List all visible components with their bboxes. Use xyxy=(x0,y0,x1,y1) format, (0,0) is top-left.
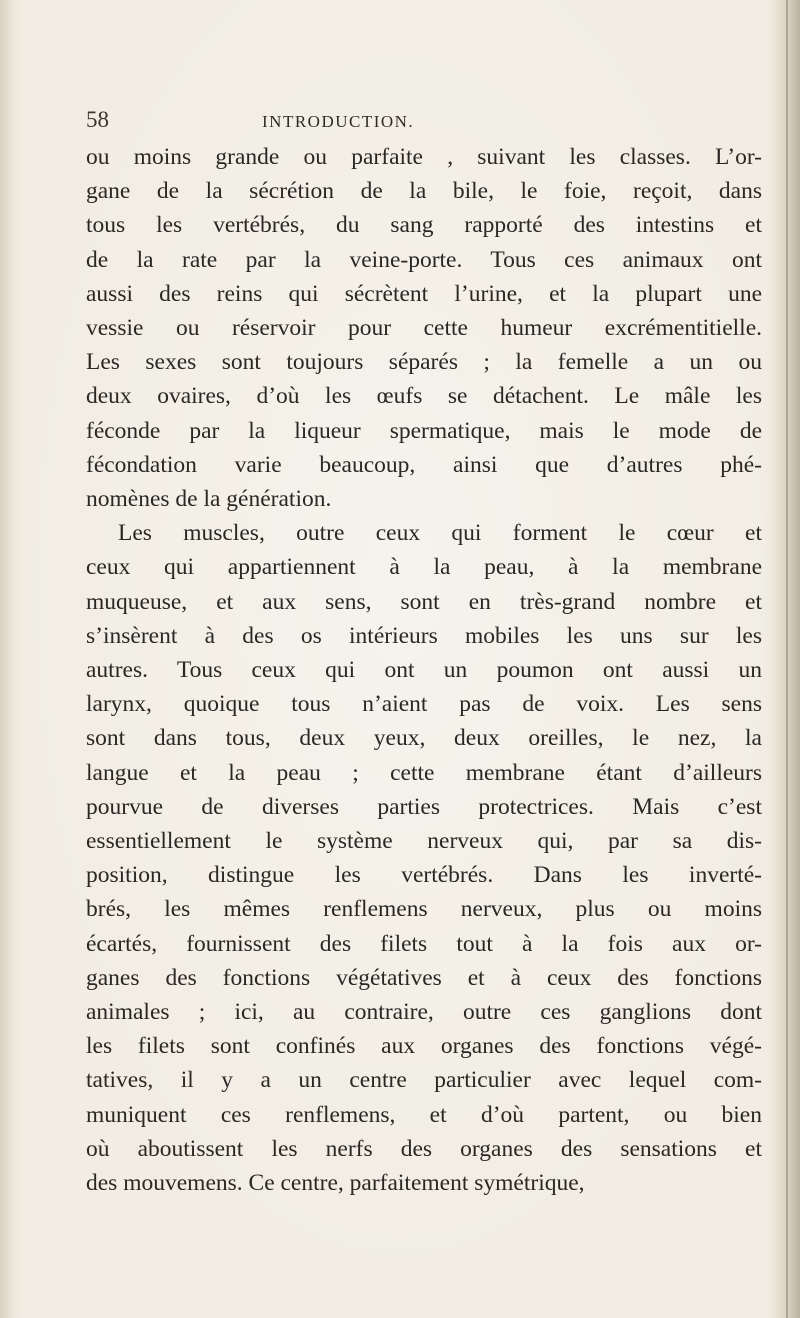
text-line: de la rate par la veine-porte. Tous ces animaux ont xyxy=(86,246,762,273)
page-gutter-left xyxy=(0,0,22,1318)
text-line: sont dans tous, deux yeux, deux oreilles, le nez, la xyxy=(86,725,762,752)
body-text xyxy=(86,140,762,1200)
text-line: écartés, fournissent des filets tout à la fois aux or- xyxy=(86,930,762,957)
text-line: ganes des fonctions végétatives et à ceux des fonctions xyxy=(86,964,762,991)
text-line: où aboutissent les nerfs des organes des sensations et xyxy=(86,1135,762,1162)
page-edge-line xyxy=(786,0,788,1318)
text-line: féconde par la liqueur spermatique, mais le mode de xyxy=(86,417,762,444)
text-line: ou moins grande ou parfaite , suivant les classes. L’or- xyxy=(86,144,762,170)
text-line: langue et la peau ; cette membrane étant d’ailleurs xyxy=(86,759,762,786)
page-number: 58 xyxy=(86,107,109,132)
text-line: tatives, il y a un centre particulier avec lequel com- xyxy=(86,1067,762,1094)
page-edge-right xyxy=(766,0,800,1318)
text-line: ceux qui appartiennent à la peau, à la membrane xyxy=(86,554,762,581)
text-line: les filets sont confinés aux organes des fonctions végé- xyxy=(86,1033,762,1060)
text-line: nomènes de la génération. xyxy=(86,486,332,513)
text-line: animales ; ici, au contraire, outre ces ganglions dont xyxy=(86,999,762,1026)
text-line: gane de la sécrétion de la bile, le foie, reçoit, dans xyxy=(86,178,762,205)
text-line: tous les vertébrés, du sang rapporté des intestins et xyxy=(86,212,762,239)
text-line: muqueuse, et aux sens, sont en très-grand nombre et xyxy=(86,588,762,615)
text-line: fécondation varie beaucoup, ainsi que d’autres phé- xyxy=(86,451,762,478)
text-line: position, distingue les vertébrés. Dans les inverté- xyxy=(86,862,762,889)
text-line: des mouvemens. Ce centre, parfaitement symétrique, xyxy=(86,1170,585,1197)
text-line: larynx, quoique tous n’aient pas de voix. Les sens xyxy=(86,691,762,718)
text-line: s’insèrent à des os intérieurs mobiles les uns sur les xyxy=(86,622,762,649)
text-line: Les muscles, outre ceux qui forment le cœur et xyxy=(118,520,762,547)
text-line: essentiellement le système nerveux qui, par sa dis- xyxy=(86,828,762,855)
text-line: aussi des reins qui sécrètent l’urine, et la plupart une xyxy=(86,280,762,307)
text-line: deux ovaires, d’où les œufs se détachent. Le mâle les xyxy=(86,383,762,410)
text-line: brés, les mêmes renflemens nerveux, plus ou moins xyxy=(86,896,762,923)
text-line: muniquent ces renflemens, et d’où partent, ou bien xyxy=(86,1101,762,1128)
text-line: autres. Tous ceux qui ont un poumon ont aussi un xyxy=(86,657,762,684)
text-line: vessie ou réservoir pour cette humeur excrémentitielle. xyxy=(86,315,762,342)
running-head: INTRODUCTION. xyxy=(262,112,415,131)
text-line: pourvue de diverses parties protectrices. Mais c’est xyxy=(86,793,762,820)
text-line: Les sexes sont toujours séparés ; la femelle a un ou xyxy=(86,349,762,376)
